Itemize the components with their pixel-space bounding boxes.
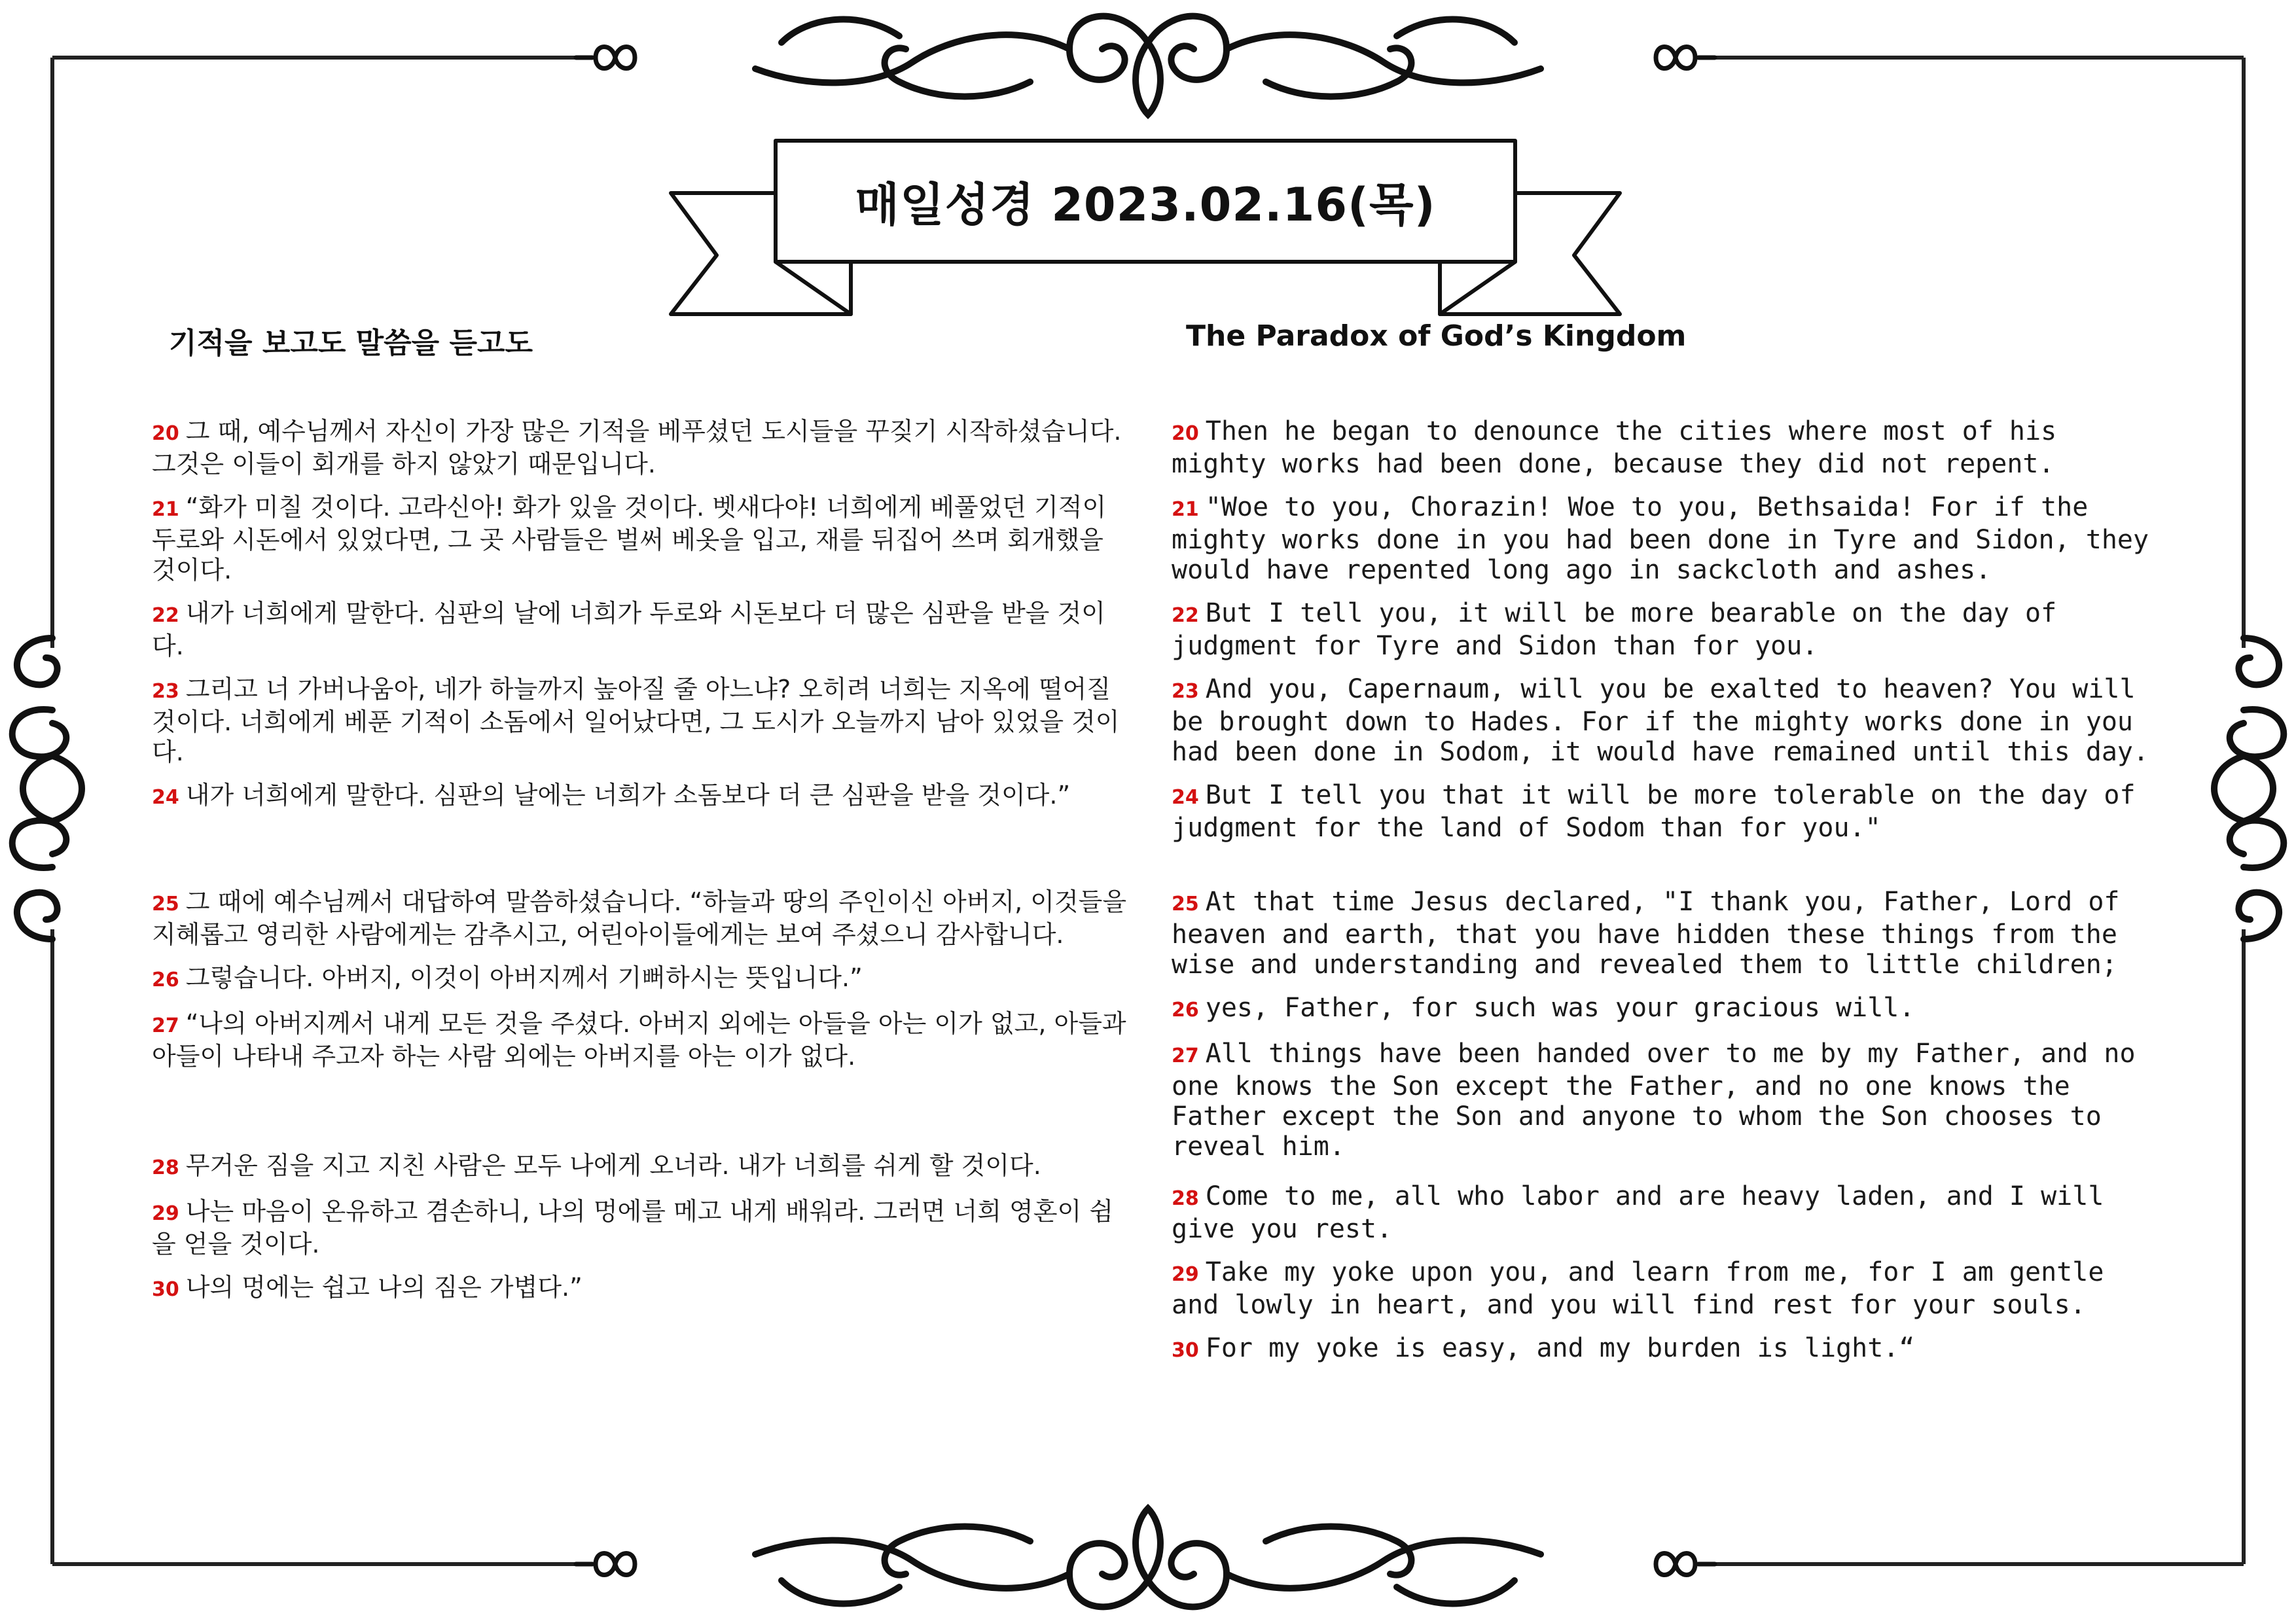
korean-verse <box>152 598 1127 661</box>
english-verse <box>1172 674 2153 767</box>
verse-text: Take my yoke upon you, and learn from me, for I am gentle and lowly in heart, and you will find rest for your souls. <box>1172 1257 2104 1320</box>
english-passage-group-2 <box>1172 887 2153 1175</box>
verse-number: 21 <box>152 498 179 521</box>
korean-passage-group-3 <box>152 1150 1127 1318</box>
korean-verse <box>152 416 1127 479</box>
verse-number: 29 <box>152 1202 179 1225</box>
verse-text: 나는 마음이 온유하고 겸손하니, 나의 멍에를 메고 내게 배워라. 그러면 너희 영혼이 쉼을 얻을 것이다. <box>152 1197 1113 1258</box>
korean-passage-group-2 <box>152 887 1127 1084</box>
verse-text: “화가 미칠 것이다. 고라신아! 화가 있을 것이다. 벳새다야! 너희에게 베풀었던 기적이 두로와 시돈에서 있었다면, 그 곳 사람들은 벌써 베옷을 입고, 재를 뒤집어 쓰며 회개했을 것이다. <box>152 493 1107 584</box>
verse-text: 그 때에 예수님께서 대답하여 말씀하셨습니다. “하늘과 땅의 주인이신 아버지, 이것들을 지혜롭고 영리한 사람에게는 감추시고, 어린아이들에게는 보여 주셨으니 감사합니다. <box>152 887 1127 949</box>
korean-verse <box>152 963 1127 995</box>
korean-verse <box>152 1150 1127 1183</box>
verse-number: 23 <box>1172 680 1199 703</box>
verse-text: Then he began to denounce the cities where most of his mighty works had been done, because they did not repent. <box>1172 416 2057 479</box>
english-verse <box>1172 598 2153 661</box>
english-passage-group-3 <box>1172 1181 2153 1379</box>
verse-text: For my yoke is easy, and my burden is light.“ <box>1205 1333 1915 1363</box>
verse-text: All things have been handed over to me by my Father, and no one knows the Son except the Father, and no one knows the Father except the Son and anyone to whom the Son chooses to reveal him. <box>1172 1039 2136 1162</box>
verse-number: 28 <box>152 1156 179 1179</box>
korean-verse <box>152 674 1127 767</box>
english-verse <box>1172 887 2153 980</box>
english-verse <box>1172 780 2153 843</box>
verse-text: And you, Capernaum, will you be exalted to heaven? You will be brought down to Hades. For if the mighty works done in you had been done in Sodom, it would have remained until this day. <box>1172 674 2149 767</box>
verse-number: 20 <box>152 422 179 445</box>
verse-text: Come to me, all who labor and are heavy laden, and I will give you rest. <box>1172 1181 2104 1244</box>
english-verse <box>1172 492 2153 585</box>
korean-verse <box>152 1008 1127 1071</box>
korean-verse <box>152 1196 1127 1259</box>
english-verse <box>1172 993 2153 1026</box>
english-verse <box>1172 1039 2153 1162</box>
english-verse <box>1172 1181 2153 1244</box>
verse-number: 30 <box>1172 1339 1199 1362</box>
verse-number: 25 <box>152 893 179 916</box>
verse-text: "Woe to you, Chorazin! Woe to you, Bethsaida! For if the mighty works done in you had been done in Tyre and Sidon, they would have repented long ago in sackcloth and ashes. <box>1172 492 2149 585</box>
verse-number: 21 <box>1172 498 1199 521</box>
verse-number: 24 <box>152 786 179 809</box>
verse-text: 무거운 짐을 지고 지친 사람은 모두 나에게 오너라. 내가 너희를 쉬게 할 것이다. <box>185 1151 1041 1180</box>
korean-verse <box>152 1272 1127 1305</box>
verse-text: 나의 멍에는 쉽고 나의 짐은 가볍다.” <box>185 1273 583 1302</box>
verse-text: 그렇습니다. 아버지, 이것이 아버지께서 기뻐하시는 뜻입니다.” <box>185 963 863 992</box>
verse-number: 26 <box>152 969 179 991</box>
verse-number: 27 <box>1172 1044 1199 1067</box>
korean-passage-group-1 <box>152 416 1127 826</box>
verse-text: 내가 너희에게 말한다. 심판의 날에는 너희가 소돔보다 더 큰 심판을 받을 것이다.” <box>185 781 1071 810</box>
verse-number: 23 <box>152 680 179 703</box>
verse-number: 22 <box>1172 604 1199 627</box>
verse-number: 29 <box>1172 1263 1199 1286</box>
english-verse <box>1172 1333 2153 1366</box>
verse-text: 내가 너희에게 말한다. 심판의 날에 너희가 두로와 시돈보다 더 많은 심판을 받을 것이다. <box>152 599 1105 660</box>
verse-text: yes, Father, for such was your gracious will. <box>1205 993 1915 1023</box>
korean-verse <box>152 492 1127 585</box>
verse-number: 24 <box>1172 786 1199 809</box>
english-passage-group-1 <box>1172 416 2153 856</box>
verse-number: 20 <box>1172 422 1199 445</box>
page-title: 매일성경 2023.02.16(목) <box>855 178 1436 232</box>
verse-text: But I tell you that it will be more tolerable on the day of judgment for the land of Sodom than for you." <box>1172 780 2136 843</box>
verse-text: At that time Jesus declared, "I thank you, Father, Lord of heaven and earth, that you have hidden these things from the wise and understanding and revealed them to little children; <box>1172 887 2120 980</box>
verse-number: 22 <box>152 604 179 627</box>
korean-section-title: 기적을 보고도 말씀을 듣고도 <box>169 327 533 360</box>
verse-text: But I tell you, it will be more bearable on the day of judgment for Tyre and Sidon than for you. <box>1172 598 2057 661</box>
verse-text: 그 때, 예수님께서 자신이 가장 많은 기적을 베푸셨던 도시들을 꾸짖기 시작하셨습니다. 그것은 이들이 회개를 하지 않았기 때문입니다. <box>152 417 1122 478</box>
verse-text: 그리고 너 가버나움아, 네가 하늘까지 높아질 줄 아느냐? 오히려 너희는 지옥에 떨어질 것이다. 너희에게 베푼 기적이 소돔에서 일어났다면, 그 도시가 오늘까지 남아 있었을 것이다. <box>152 675 1120 766</box>
english-verse <box>1172 416 2153 479</box>
verse-number: 25 <box>1172 893 1199 916</box>
verse-number: 27 <box>152 1014 179 1037</box>
korean-verse <box>152 780 1127 813</box>
verse-number: 30 <box>152 1278 179 1301</box>
verse-number: 26 <box>1172 999 1199 1022</box>
verse-text: “나의 아버지께서 내게 모든 것을 주셨다. 아버지 외에는 아들을 아는 이가 없고, 아들과 아들이 나타내 주고자 하는 사람 외에는 아버지를 아는 이가 없다. <box>152 1009 1126 1071</box>
english-verse <box>1172 1257 2153 1320</box>
english-section-title: The Paradox of God’s Kingdom <box>1186 319 1687 353</box>
verse-number: 28 <box>1172 1187 1199 1210</box>
korean-verse <box>152 887 1127 950</box>
